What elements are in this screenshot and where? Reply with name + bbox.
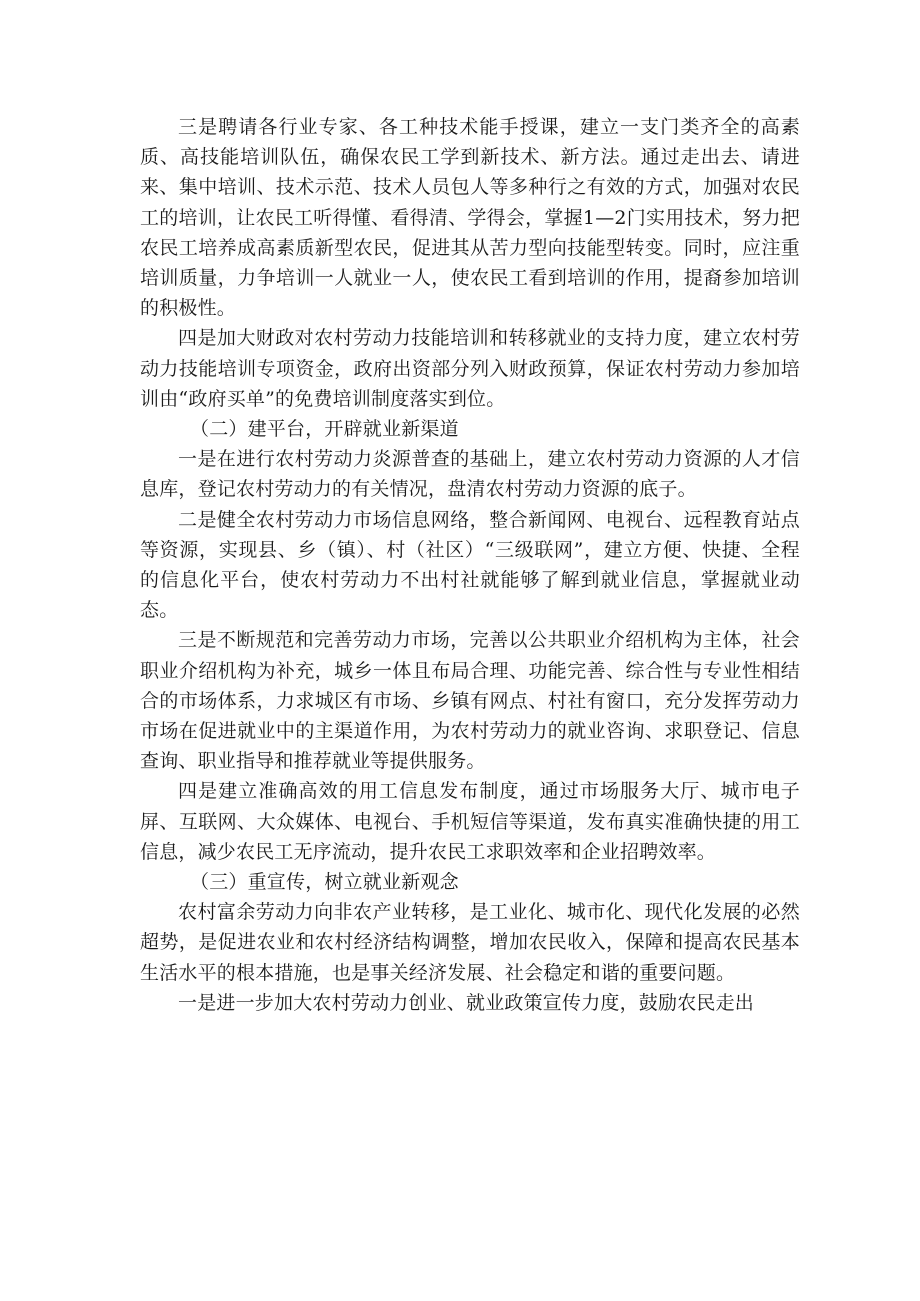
paragraph-3: 一是在进行农村劳动力炎源普查的基础上，建立农村劳动力资源的人才信息库，登记农村劳动力的有关情况，盘清农村劳动力资源的底子。 xyxy=(140,448,800,501)
section-heading-2: （二）建平台，开辟就业新渠道 xyxy=(190,418,459,441)
paragraph-6: 四是建立准确高效的用工信息发布制度，通过市场服务大厅、城市电子屏、互联网、大众媒体、电视台、手机短信等渠道，发布真实准确快捷的用工信息，减少农民工无序流动，提升农民工求职效率和企业招聘效率。 xyxy=(140,780,800,863)
paragraph-1: 三是聘请各行业专家、各工种技术能手授课，建立一支门类齐全的高素质、高技能培训队伍，确保农民工学到新技术、新方法。通过走出去、请进来、集中培训、技术示范、技术人员包人等多种行之有效的方式，加强对农民工的培训，让农民工听得懂、看得清、学得会，掌握1—2门实用技术，努力把农民工培养成高素质新型农民，促进其从苦力型向技能型转变。同时，应注重培训质量，力争培训一人就业一人，使农民工看到培训的作用，提裔参加培训的积极性。 xyxy=(140,116,800,320)
paragraph-4: 二是健全农村劳动力市场信息网络，整合新闻网、电视台、远程教育站点等资源，实现县、乡（镇）、村（社区）“三级联网”，建立方便、快捷、全程的信息化平台，使农村劳动力不出村社就能够了解到就业信息，掌握就业动态。 xyxy=(140,508,800,622)
section-heading-3: （三）重宣传，树立就业新观念 xyxy=(190,871,459,894)
paragraph-7: 农村富余劳动力向非农产业转移，是工业化、城市化、现代化发展的必然超势，是促进农业和农村经济结构调整，增加农民收入，保障和提高农民基本生活水平的根本措施，也是事关经济发展、社会稳定和谐的重要问题。 xyxy=(140,901,800,984)
paragraph-5: 三是不断规范和完善劳动力市场，完善以公共职业介绍机构为主体，社会职业介绍机构为补充，城乡一体且布局合理、功能完善、综合性与专业性相结合的市场体系，力求城区有市场、乡镇有网点、村社有窗口，充分发挥劳动力市场在促进就业中的主渠道作用，为农村劳动力的就业咨询、求职登记、信息查询、职业指导和推荐就业等提供服务。 xyxy=(140,629,800,773)
paragraph-2: 四是加大财政对农村劳动力技能培训和转移就业的支持力度，建立农村劳动力技能培训专项资金，政府出资部分列入财政预算，保证农村劳动力参加培训由“政府买单”的免费培训制度落实到位。 xyxy=(140,327,800,410)
document-page xyxy=(140,112,800,1018)
paragraph-8: 一是进一步加大农村劳动力创业、就业政策宣传力度，鼓励农民走出 xyxy=(178,991,755,1014)
